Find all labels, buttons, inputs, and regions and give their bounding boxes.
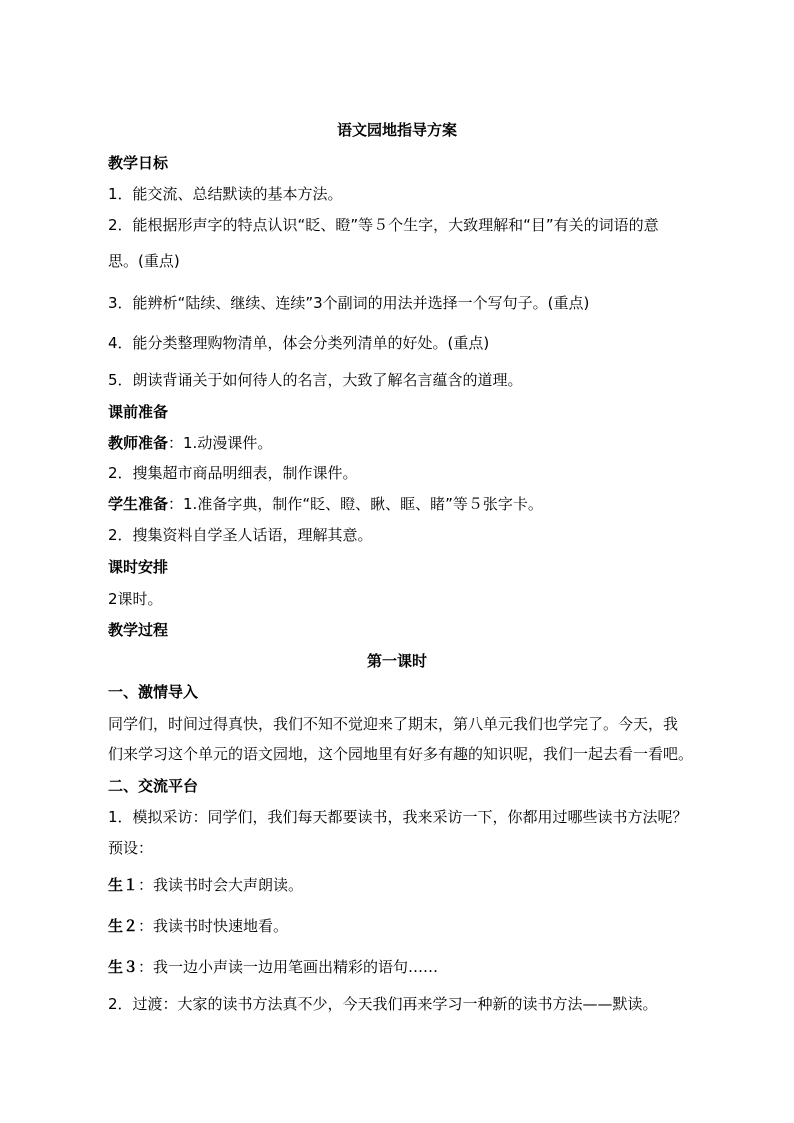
section1-heading: 一、激情导入 xyxy=(108,683,199,701)
student-prep-text: ：1.准备字典，制作“眨、瞪、瞅、眶、睹”等５张字卡。 xyxy=(168,495,543,513)
student-prep-label: 学生准备 xyxy=(108,495,169,513)
teacher-prep-text: ：1.动漫课件。 xyxy=(168,434,273,452)
lesson-title: 第一课时 xyxy=(366,652,427,670)
student-text-1: ：我读书时会大声朗读。 xyxy=(138,876,304,894)
goal-item-4: 4．能分类整理购物清单，体会分类列清单的好处。(重点) xyxy=(108,334,490,352)
student-label-1: 生１ xyxy=(108,876,139,894)
section1-paragraph-line-2: 们来学习这个单元的语文园地，这个园地里有好多有趣的知识呢，我们一起去看一看吧。 xyxy=(108,745,694,763)
document-title: 语文园地指导方案 xyxy=(336,121,457,139)
teacher-prep-line xyxy=(108,433,272,453)
goal-item-3: 3．能辨析“陆续、继续、连续”3个副词的用法并选择一个写句子。(重点) xyxy=(108,294,590,312)
student-prep-2: 2．搜集资料自学圣人话语，理解其意。 xyxy=(108,526,373,544)
teacher-prep-2: 2．搜集超市商品明细表，制作课件。 xyxy=(108,464,358,482)
section2-item-2: 2．过渡：大家的读书方法真不少，今天我们再来学习一种新的读书方法——默读。 xyxy=(108,995,658,1013)
preset-label: 预设： xyxy=(108,839,154,857)
goal-item-1: 1．能交流、总结默读的基本方法。 xyxy=(108,185,343,203)
student-prep-line xyxy=(108,494,543,514)
student-response-2 xyxy=(108,916,288,936)
student-response-1 xyxy=(108,875,303,895)
goal-item-5: 5．朗读背诵关于如何待人的名言，大致了解名言蕴含的道理。 xyxy=(108,371,523,389)
student-text-2: ：我读书时快速地看。 xyxy=(138,917,289,935)
goal-item-2: 2．能根据形声字的特点认识“眨、瞪”等５个生字，大致理解和“目”有关的词语的意 xyxy=(108,216,659,234)
student-response-3 xyxy=(108,957,438,977)
student-text-3: ：我一边小声读一边用笔画出精彩的语句…… xyxy=(138,958,439,976)
prep-heading: 课前准备 xyxy=(108,403,169,421)
student-label-2: 生２ xyxy=(108,917,139,935)
schedule-heading: 课时安排 xyxy=(108,558,169,576)
schedule-text: 2课时。 xyxy=(108,590,163,608)
section2-item-1: 1．模拟采访：同学们，我们每天都要读书，我来采访一下，你都用过哪些读书方法呢？ xyxy=(108,808,688,826)
goal-item-2-continued: 思。(重点) xyxy=(108,252,180,270)
section1-paragraph-line-1: 同学们，时间过得真快，我们不知不觉迎来了期末，第八单元我们也学完了。今天，我 xyxy=(108,715,679,733)
process-heading: 教学过程 xyxy=(108,621,169,639)
student-label-3: 生３ xyxy=(108,958,139,976)
goals-heading: 教学日标 xyxy=(108,154,169,172)
teacher-prep-label: 教师准备 xyxy=(108,434,169,452)
section2-heading: 二、交流平台 xyxy=(108,777,199,795)
